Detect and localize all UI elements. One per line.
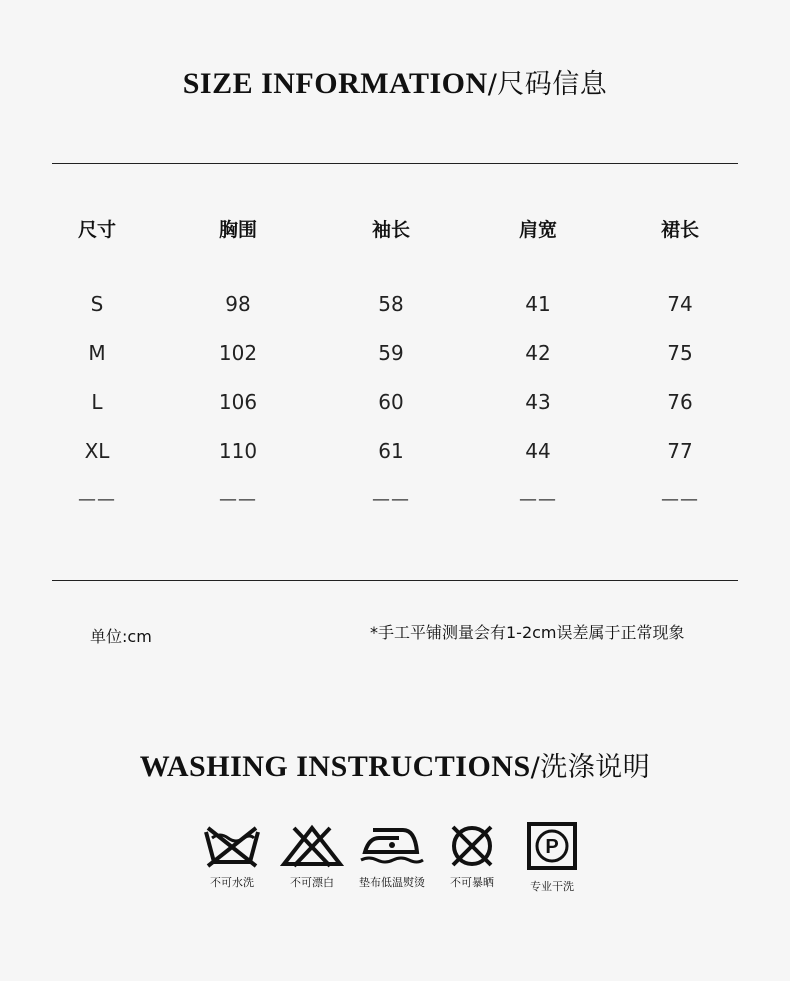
table-cell: ——	[219, 489, 257, 510]
header-chest: 胸围	[218, 219, 257, 241]
size-title-cn: 尺码信息	[497, 69, 608, 100]
wash-item-no-tumble	[432, 822, 512, 890]
size-info-title	[0, 62, 790, 101]
table-cell: 61	[378, 439, 404, 463]
washing-instructions-title	[0, 745, 790, 784]
table-cell: 59	[378, 341, 404, 365]
table-cell: 60	[378, 390, 404, 414]
table-cell: 44	[525, 439, 551, 463]
low-iron-with-cloth-icon	[359, 822, 425, 868]
table-cell: 106	[218, 390, 258, 414]
table-cell: 75	[667, 341, 693, 365]
table-cell: 43	[525, 390, 551, 414]
wash-label-no-bleach: 不可漂白	[290, 876, 334, 889]
table-cell: 76	[667, 390, 693, 414]
professional-dry-clean-icon	[525, 822, 579, 872]
size-title-en: SIZE INFORMATION	[182, 67, 488, 100]
no-wash-icon	[202, 822, 262, 868]
table-cell: 41	[525, 292, 551, 316]
bottom-divider	[52, 580, 738, 581]
table-cell: ——	[372, 489, 410, 510]
table-cell: 77	[667, 439, 693, 463]
table-cell: L	[91, 390, 103, 414]
wash-label-no-tumble: 不可暴晒	[450, 876, 494, 889]
header-sleeve: 袖长	[371, 219, 410, 241]
table-cell: XL	[84, 439, 110, 463]
header-size: 尺寸	[77, 219, 116, 241]
table-cell: ——	[78, 489, 116, 510]
dry-clean-letter: P	[545, 836, 559, 858]
wash-label-low-iron: 垫布低温熨烫	[359, 876, 425, 889]
wash-item-low-iron	[352, 822, 432, 890]
table-cell: 58	[378, 292, 404, 316]
wash-item-no-bleach	[272, 822, 352, 890]
table-cell: 74	[667, 292, 693, 316]
table-cell: 42	[525, 341, 551, 365]
table-cell: S	[90, 292, 104, 316]
wash-item-dry-clean	[512, 822, 592, 894]
no-tumble-dry-icon	[445, 822, 499, 868]
header-length: 裙长	[660, 219, 699, 241]
wash-label-no-wash: 不可水洗	[210, 876, 254, 889]
table-cell: 98	[225, 292, 251, 316]
wash-title-cn: 洗涤说明	[540, 752, 651, 783]
table-cell: 110	[218, 439, 258, 463]
no-bleach-icon	[280, 822, 344, 868]
size-title-sep: /	[487, 69, 498, 100]
top-divider	[52, 163, 738, 164]
header-shoulder: 肩宽	[518, 219, 557, 241]
table-cell: ——	[661, 489, 699, 510]
unit-note: 单位:cm	[90, 627, 152, 646]
wash-title-en: WASHING INSTRUCTIONS	[139, 750, 531, 783]
table-cell: ——	[519, 489, 557, 510]
table-cell: 102	[218, 341, 258, 365]
wash-title-sep: /	[530, 752, 541, 783]
wash-label-dry-clean: 专业干洗	[530, 880, 574, 893]
wash-item-no-wash	[192, 822, 272, 890]
measurement-note: *手工平铺测量会有1-2cm误差属于正常现象	[370, 623, 685, 642]
table-cell: M	[88, 341, 106, 365]
